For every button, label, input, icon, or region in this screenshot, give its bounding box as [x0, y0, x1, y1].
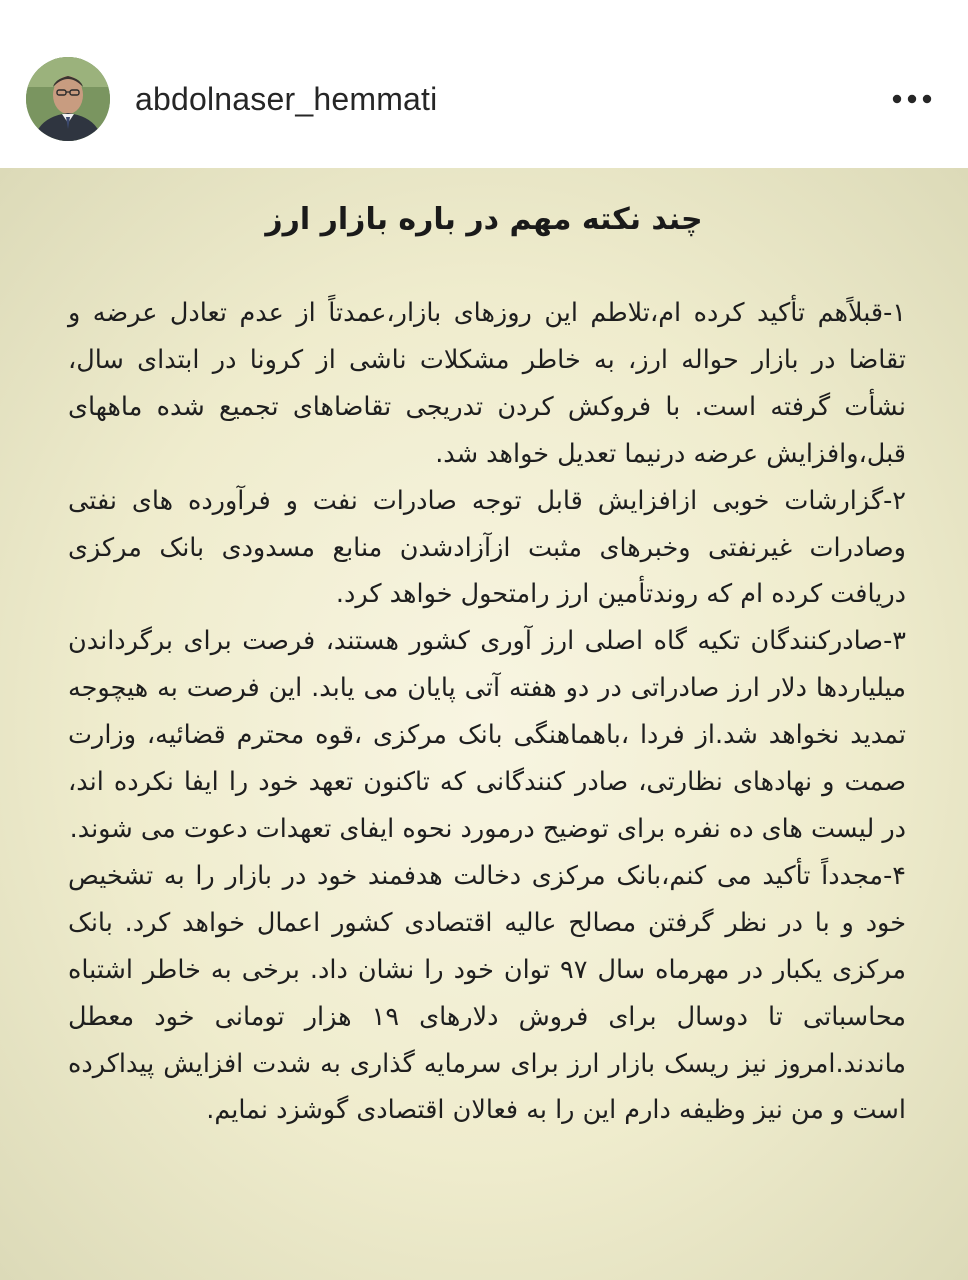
- post-body: [68, 290, 906, 1134]
- avatar[interactable]: [26, 57, 110, 141]
- post-title: چند نکته مهم در باره بازار ارز: [265, 202, 703, 237]
- paragraph-4: ۴-مجدداً تأکید می کنم،بانک مرکزی دخالت هدفمند خود در بازار را به تشخیص خود و با در نظر گرفتن مصالح عالیه اقتصادی کشور اعمال خواهد کرد. بانک مرکزی یکبار در مهرماه سال ۹۷ توان خود را نشان داد. برخی به خاطر اشتباه محاسباتی تا دوسال برای فروش دلارهای ۱۹ هزار تومانی خود معطل ماندند.امروز نیز ریسک بازار ارز برای سرمایه گذاری به شدت افزایش پیداکرده است و من نیز وظیفه دارم این را به فعالان اقتصادی گوشزد نمایم.: [68, 860, 906, 1126]
- username[interactable]: abdolnaser_hemmati: [135, 81, 438, 117]
- post-header: [0, 0, 968, 168]
- profile-photo-icon: [26, 57, 110, 141]
- more-options-icon[interactable]: [888, 84, 936, 114]
- paragraph-2: ۲-گزارشات خوبی ازافزایش قابل توجه صادرات نفت و فرآورده های نفتی وصادرات غیرنفتی وخبرهای مثبت ازآزادشدن منابع مسدودی بانک مرکزی دریافت کرده ام که روندتأمین ارز رامتحول خواهد کرد.: [68, 485, 906, 610]
- paragraph-1: ۱-قبلاًهم تأکید کرده ام،تلاطم این روزهای بازار،عمدتاً از عدم تعادل عرضه و تقاضا در بازار حواله ارز، به خاطر مشکلات ناشی از کرونا در ابتدای سال، نشأت گرفته است. با فروکش کردن تدریجی تقاضاهای تجمیع شده ماههای قبل،وافزایش عرضه درنیما تعدیل خواهد شد.: [68, 298, 906, 469]
- post-image: [0, 168, 968, 1280]
- paragraph-3: ۳-صادرکنندگان تکیه گاه اصلی ارز آوری کشور هستند، فرصت برای برگرداندن میلیاردها دلار ارز صادراتی در دو هفته آتی پایان می یابد. این فرصت به هیچوجه تمدید نخواهد شد.از فردا ،باهماهنگی بانک مرکزی ،قوه محترم قضائیه، وزارت صمت و نهادهای نظارتی، صادر کنندگانی که تاکنون تعهد خود را ایفا نکرده اند، در لیست های ده نفره برای توضیح درمورد نحوه ایفای تعهدات دعوت می شوند.: [68, 626, 906, 844]
